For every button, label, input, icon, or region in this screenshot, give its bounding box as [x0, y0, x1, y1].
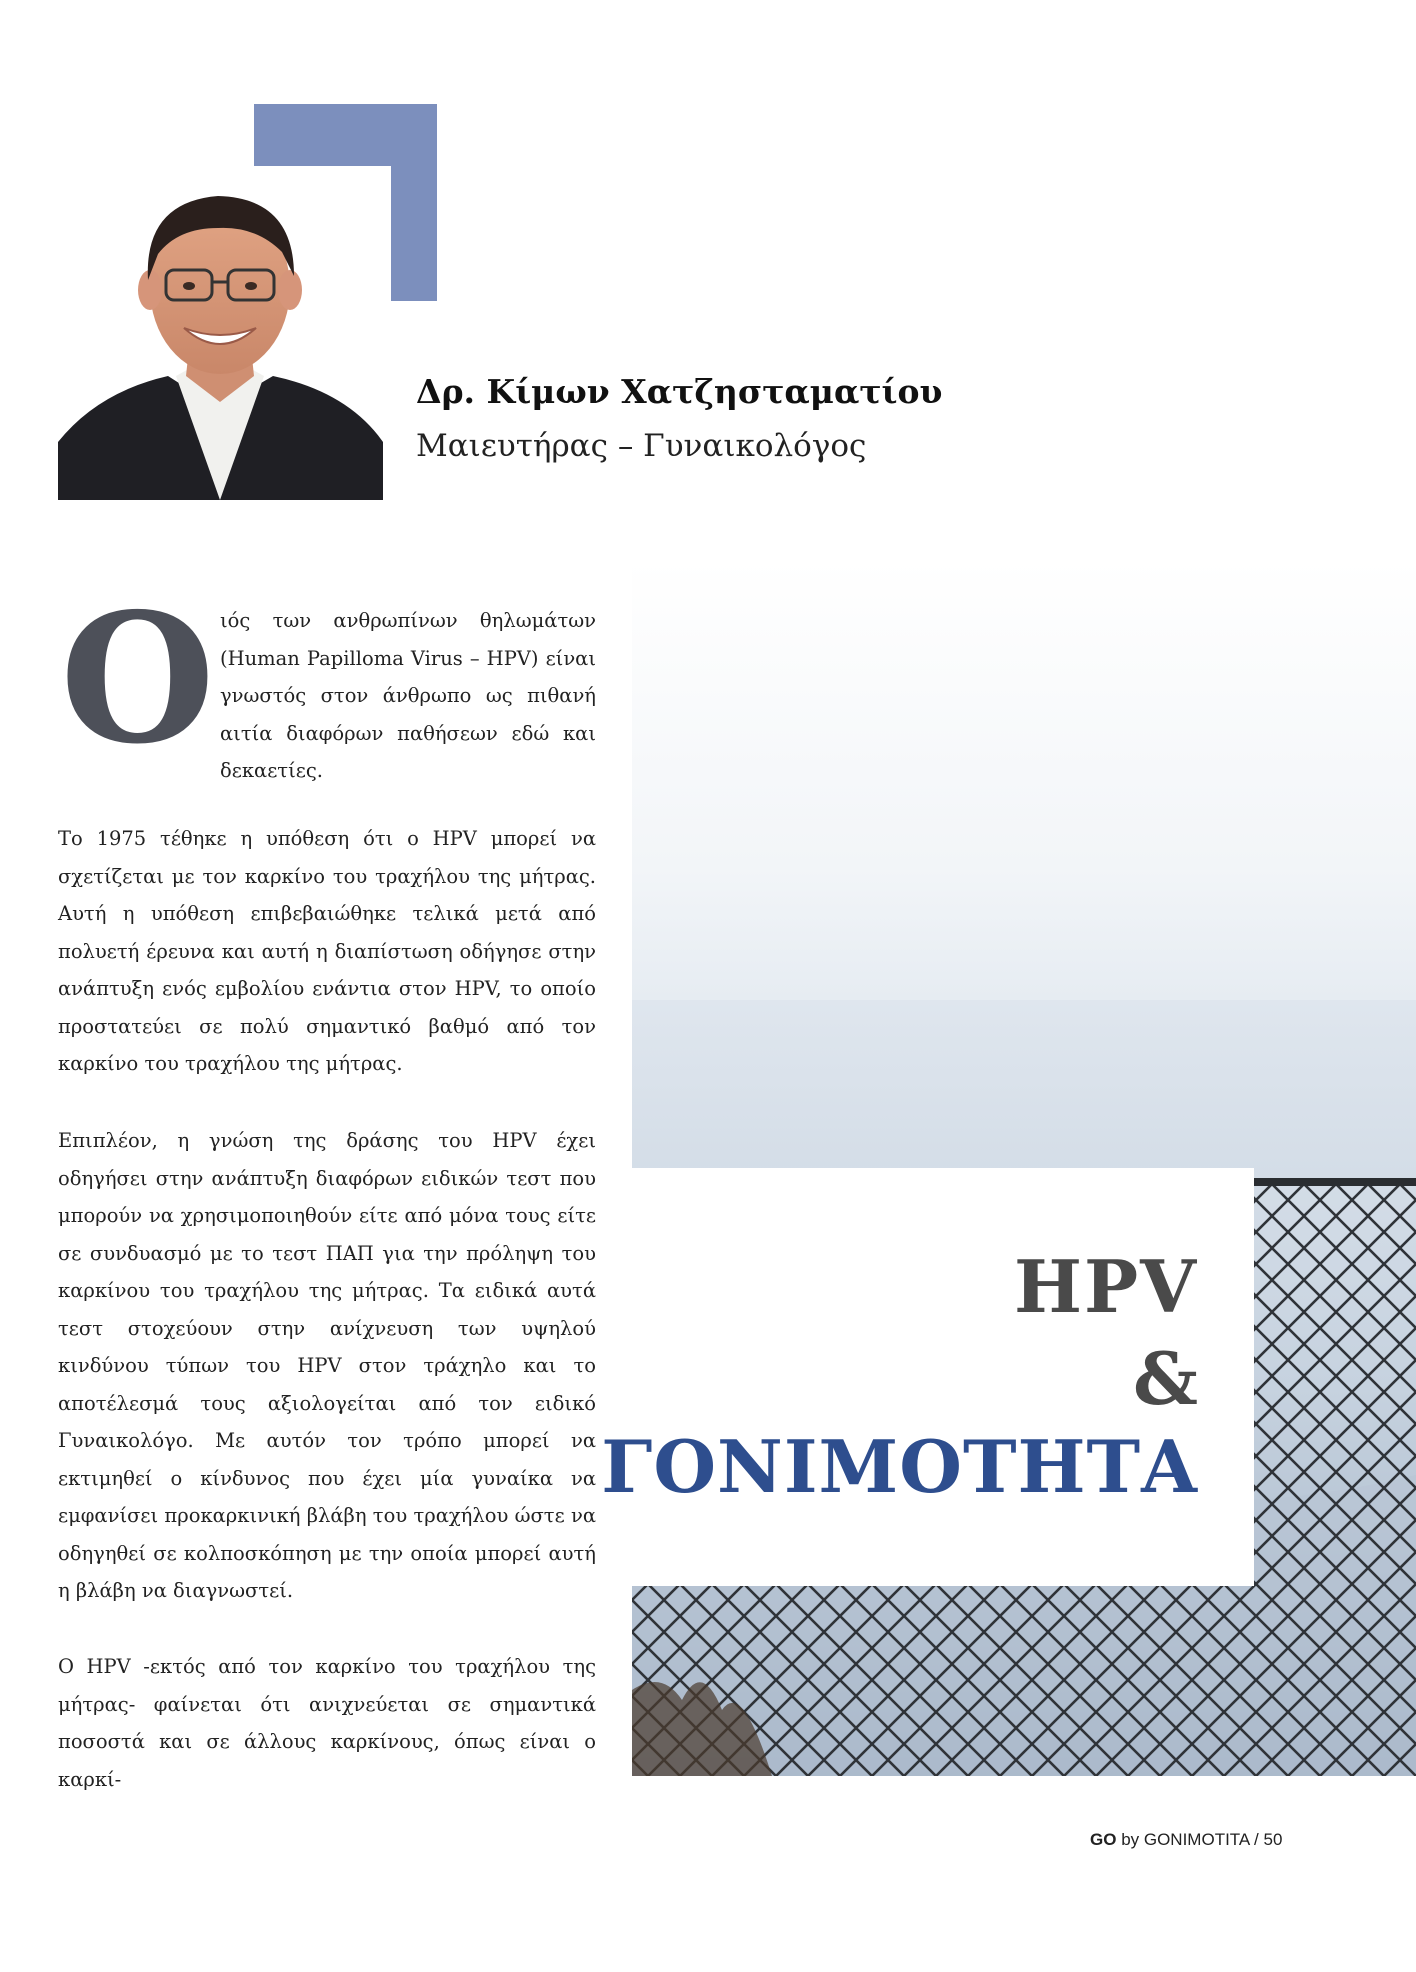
title-hpv: HPV: [1013, 1244, 1198, 1329]
author-name: Δρ. Κίμων Χατζησταματίου: [416, 372, 943, 411]
intro-paragraph: ιός των ανθρωπίνων θηλωμάτων (Human Papilloma Virus – HPV) είναι γνωστός στον άνθρωπο ως πιθανή αιτία διαφόρων παθήσεων εδώ και δεκαετίες.: [220, 609, 596, 782]
author-role: Μαιευτήρας – Γυναικολόγος: [416, 428, 867, 464]
footer-brand: GO: [1090, 1830, 1117, 1849]
paragraph-2: Επιπλέον, η γνώση της δράσης του HPV έχει οδηγήσει στην ανάπτυξη διαφόρων ειδικών τεστ που μπορούν να χρησιμοποιηθούν είτε από μόνα τους είτε σε συνδυασμό με το τεστ ΠΑΠ για την πρόληψη του καρκίνου του τραχήλου της μήτρας. Τα ειδικά αυτά τεστ στοχεύουν στην ανίχνευση των υψηλού κινδύνου τύπων του HPV στον τράχηλο και το αποτέλεσμά τους αξιολογείται από τον ειδικό Γυναικολόγο. Με αυτόν τον τρόπο μπορεί να εκτιμηθεί ο κίνδυνος που έχει μία γυναίκα να εμφανίσει προκαρκινική βλάβη του τραχήλου ώστε να οδηγηθεί σε κολποσκόπηση με την οποία μπορεί αυτή η βλάβη να διαγνωστεί.: [58, 1129, 596, 1602]
page-footer: [1090, 1830, 1282, 1850]
drop-cap: O: [60, 574, 216, 783]
title-box: [601, 1168, 1254, 1586]
author-portrait: [58, 170, 383, 500]
paragraph-1: Το 1975 τέθηκε η υπόθεση ότι ο HPV μπορεί να σχετίζεται με τον καρκίνο του τραχήλου της μήτρας. Αυτή η υπόθεση επιβεβαιώθηκε τελικά μετά από πολυετή έρευνα και αυτή η διαπίστωση οδήγησε στην ανάπτυξη ενός εμβολίου ενάντια στον HPV, το οποίο προστατεύει σε πολύ σημαντικό βαθμό από τον καρκίνο του τραχήλου της μήτρας.: [58, 827, 596, 1075]
footer-page-info: by GONIMOTITA / 50: [1121, 1830, 1283, 1849]
title-ampersand: &: [1132, 1336, 1198, 1421]
title-gonimotita: ΓΟΝΙΜΟΤΗΤΑ: [601, 1424, 1198, 1509]
paragraph-3: Ο HPV -εκτός από τον καρκίνο του τραχήλου της μήτρας- φαίνεται ότι ανιχνεύεται σε σημαντικά ποσοστά και σε άλλους καρκίνους, όπως είναι ο καρκί-: [58, 1655, 596, 1791]
